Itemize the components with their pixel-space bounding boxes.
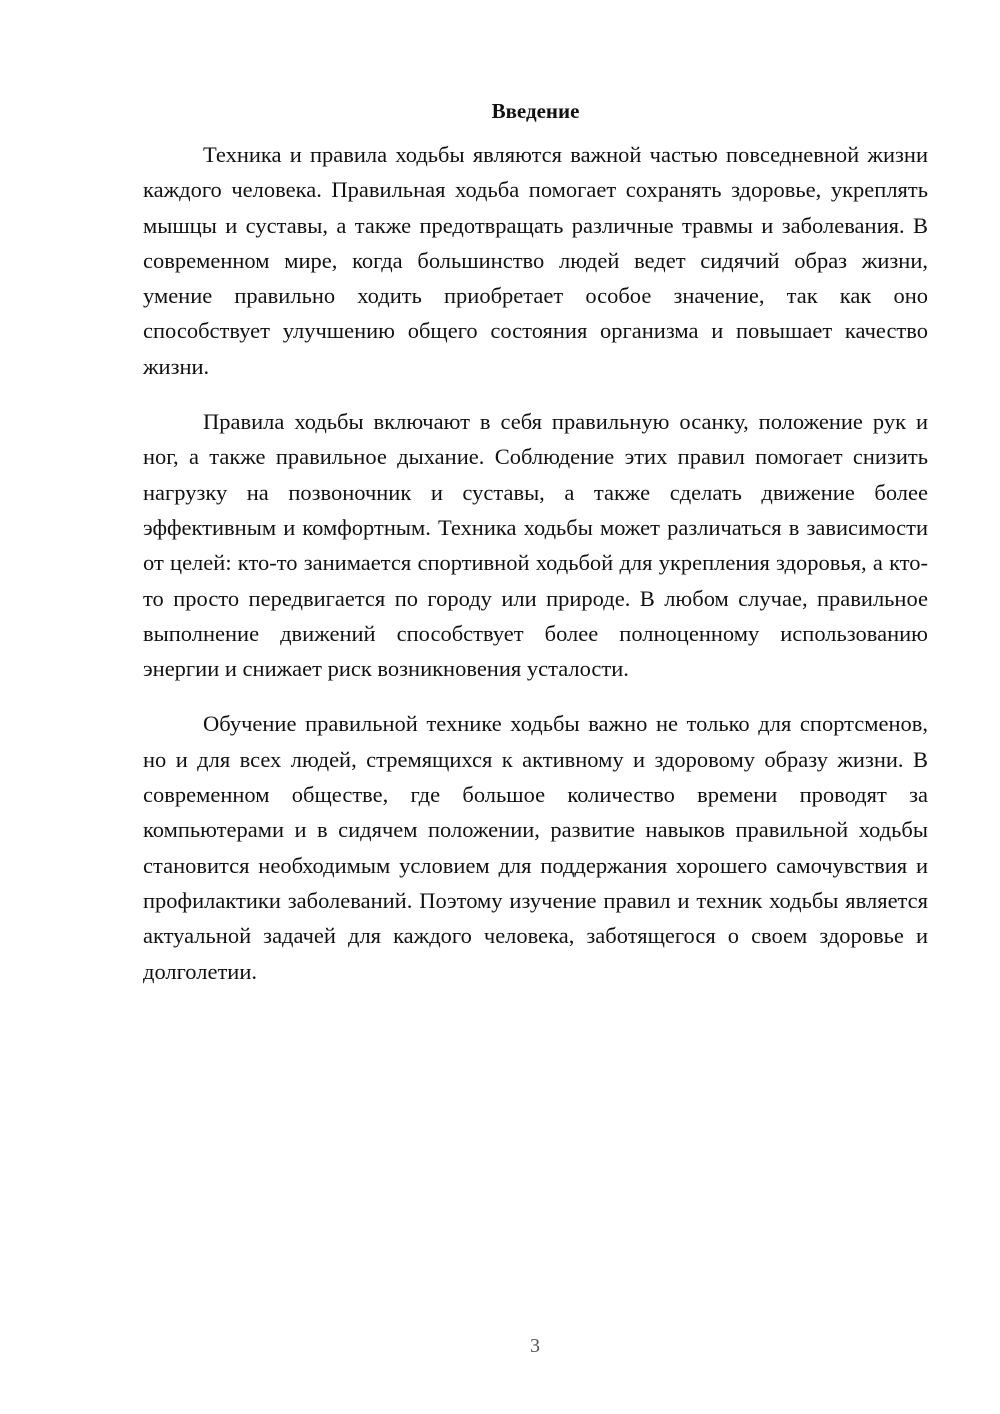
page-content [143,94,928,1009]
page-number: 3 [530,1335,540,1357]
paragraph-3: Обучение правильной технике ходьбы важно не только для спортсменов, но и для всех людей, стремящихся к активному и здоровому образу жизни. В современном обществе, где большое количество времени проводят за компьютерами и в сидячем положении, развитие навыков правильной ходьбы становится необходимым условием для поддержания хорошего самочувствия и профилактики заболеваний. Поэтому изучение правил и техник ходьбы является актуальной задачей для каждого человека, заботящегося о своем здоровье и долголетии. [143,711,928,984]
section-title: Введение [491,99,580,123]
paragraph-1: Техника и правила ходьбы являются важной частью повседневной жизни каждого человека. Правильная ходьба помогает сохранять здоровье, укреплять мышцы и суставы, а также предотвращать различные травмы и заболевания. В современном мире, когда большинство людей ведет сидячий образ жизни, умение правильно ходить приобретает особое значение, так как оно способствует улучшению общего состояния организма и повышает качество жизни. [143,142,928,379]
paragraph-2: Правила ходьбы включают в себя правильную осанку, положение рук и ног, а также правильное дыхание. Соблюдение этих правил помогает снизить нагрузку на позвоночник и суставы, а также сделать движение более эффективным и комфортным. Техника ходьбы может различаться в зависимости от целей: кто-то занимается спортивной ходьбой для укрепления здоровья, а кто-то просто передвигается по городу или природе. В любом случае, правильное выполнение движений способствует более полноценному использованию энергии и снижает риск возникновения усталости. [143,409,928,682]
